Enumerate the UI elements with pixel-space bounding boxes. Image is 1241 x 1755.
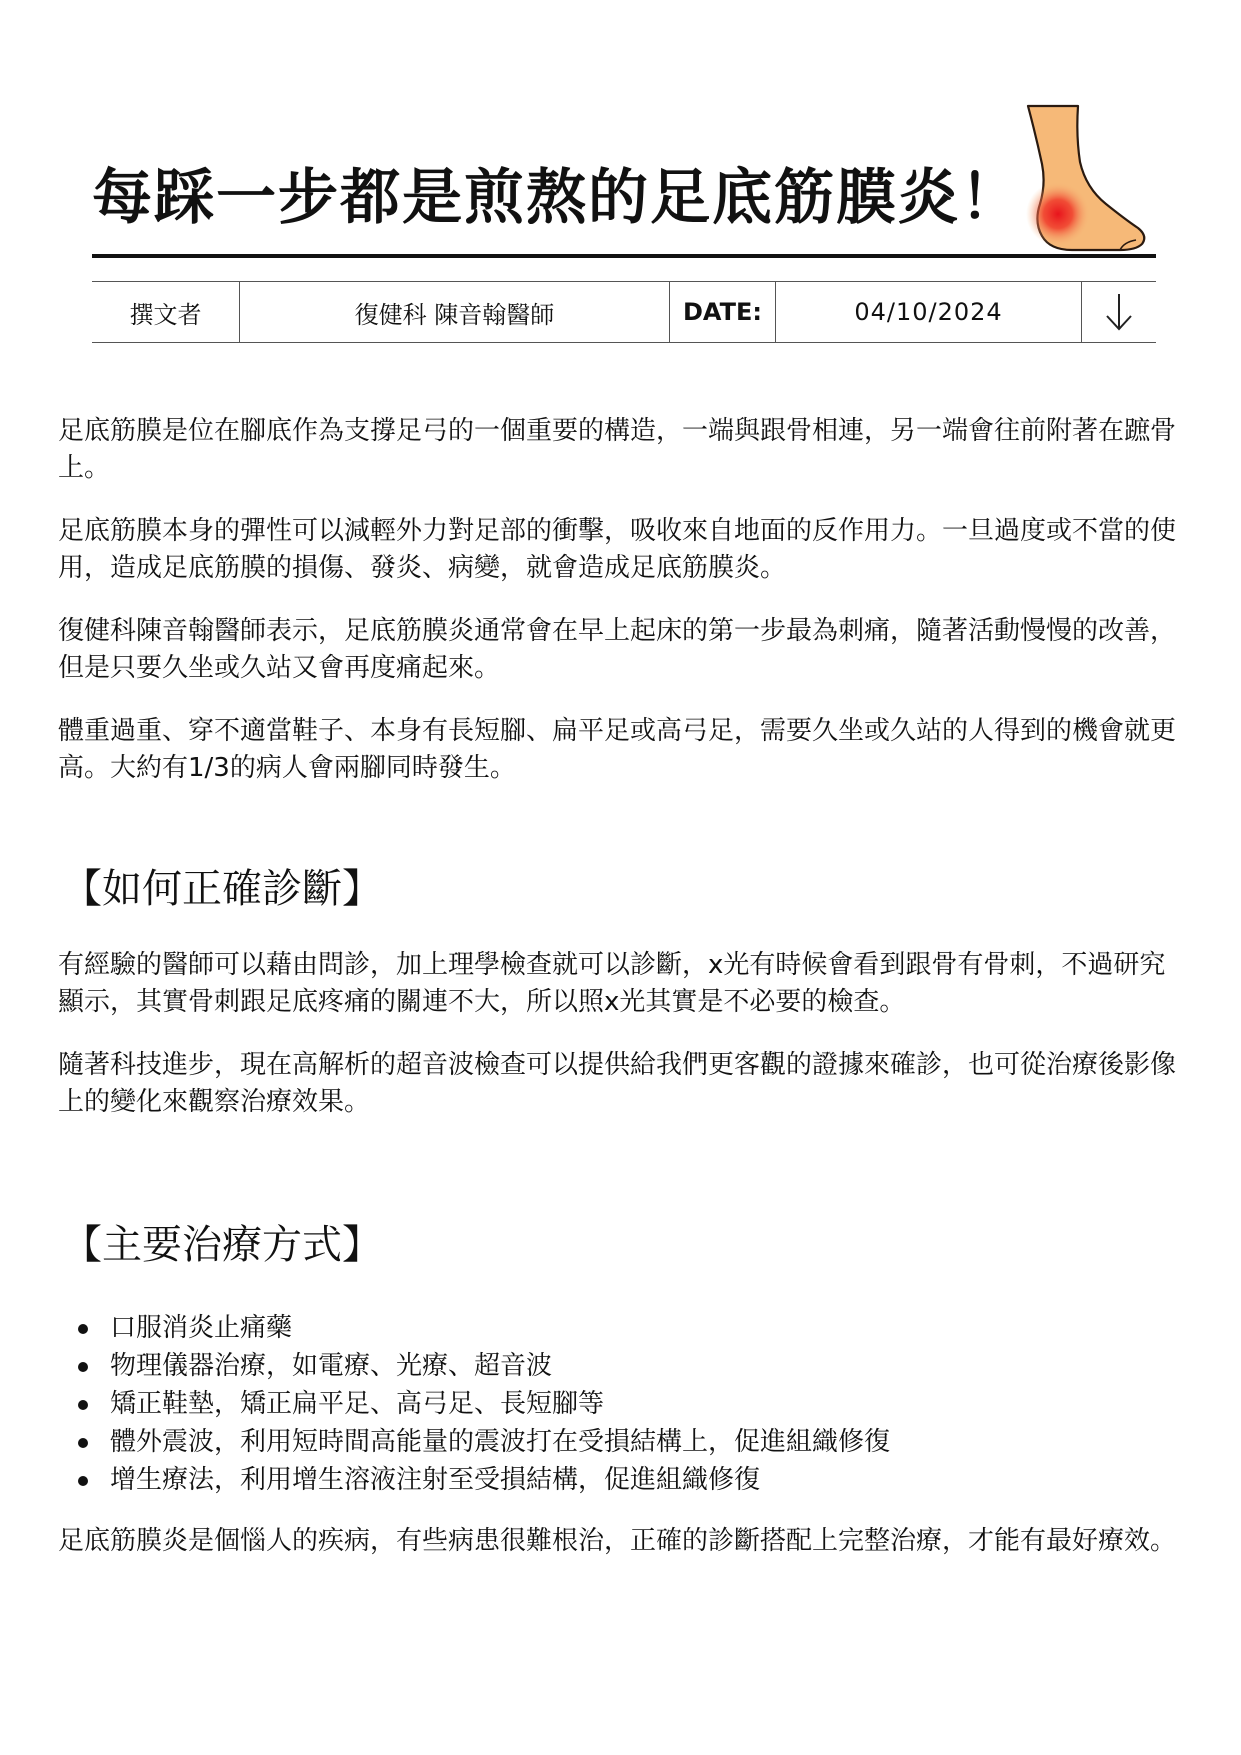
treatment-heading: 【主要治療方式】 xyxy=(62,1222,382,1268)
intro-paragraph: 體重過重、穿不適當鞋子、本身有長短腳、扁平足或高弓足，需要久坐或久站的人得到的機會就更高。大約有1/3的病人會兩腳同時發生。 xyxy=(58,716,1177,783)
list-item: 物理儀器治療，如電療、光療、超音波 xyxy=(58,1347,1178,1385)
title-divider xyxy=(92,254,1156,258)
diagnosis-heading: 【如何正確診斷】 xyxy=(62,866,382,912)
list-item: 矯正鞋墊，矯正扁平足、高弓足、長短腳等 xyxy=(58,1385,1178,1423)
intro-paragraph: 復健科陳音翰醫師表示，足底筋膜炎通常會在早上起床的第一步最為刺痛，隨著活動慢慢的改善，但是只要久坐或久站又會再度痛起來。 xyxy=(58,616,1177,683)
conclusion-paragraph: 足底筋膜炎是個惱人的疾病，有些病患很難根治，正確的診斷搭配上完整治療，才能有最好療效。 xyxy=(58,1526,1177,1556)
article-body xyxy=(58,413,1178,1586)
author-value: 復健科 陳音翰醫師 xyxy=(240,282,670,342)
arrow-down-icon xyxy=(1103,292,1135,332)
intro-paragraph: 足底筋膜是位在腳底作為支撐足弓的一個重要的構造，一端與跟骨相連，另一端會往前附著在蹠骨上。 xyxy=(58,416,1177,483)
page-title: 每踩一步都是煎熬的足底筋膜炎！ xyxy=(92,163,1022,233)
foot-pain-icon xyxy=(1020,104,1150,254)
intro-paragraph: 足底筋膜本身的彈性可以減輕外力對足部的衝擊，吸收來自地面的反作用力。一旦過度或不當的使用，造成足底筋膜的損傷、發炎、病變，就會造成足底筋膜炎。 xyxy=(58,516,1177,583)
diagnosis-paragraph: 隨著科技進步，現在高解析的超音波檢查可以提供給我們更客觀的證據來確診，也可從治療後影像上的變化來觀察治療效果。 xyxy=(58,1050,1177,1117)
treatment-list xyxy=(58,1309,1178,1499)
meta-table xyxy=(92,281,1156,343)
date-value: 04/10/2024 xyxy=(776,282,1082,342)
author-label: 撰文者 xyxy=(92,282,240,342)
date-label: DATE: xyxy=(670,282,776,342)
list-item: 增生療法，利用增生溶液注射至受損結構，促進組織修復 xyxy=(58,1461,1178,1499)
list-item: 體外震波，利用短時間高能量的震波打在受損結構上，促進組織修復 xyxy=(58,1423,1178,1461)
arrow-cell xyxy=(1082,282,1156,342)
list-item: 口服消炎止痛藥 xyxy=(58,1309,1178,1347)
diagnosis-paragraph: 有經驗的醫師可以藉由問診，加上理學檢查就可以診斷，x光有時候會看到跟骨有骨刺，不過研究顯示，其實骨刺跟足底疼痛的關連不大，所以照x光其實是不必要的檢查。 xyxy=(58,950,1166,1017)
